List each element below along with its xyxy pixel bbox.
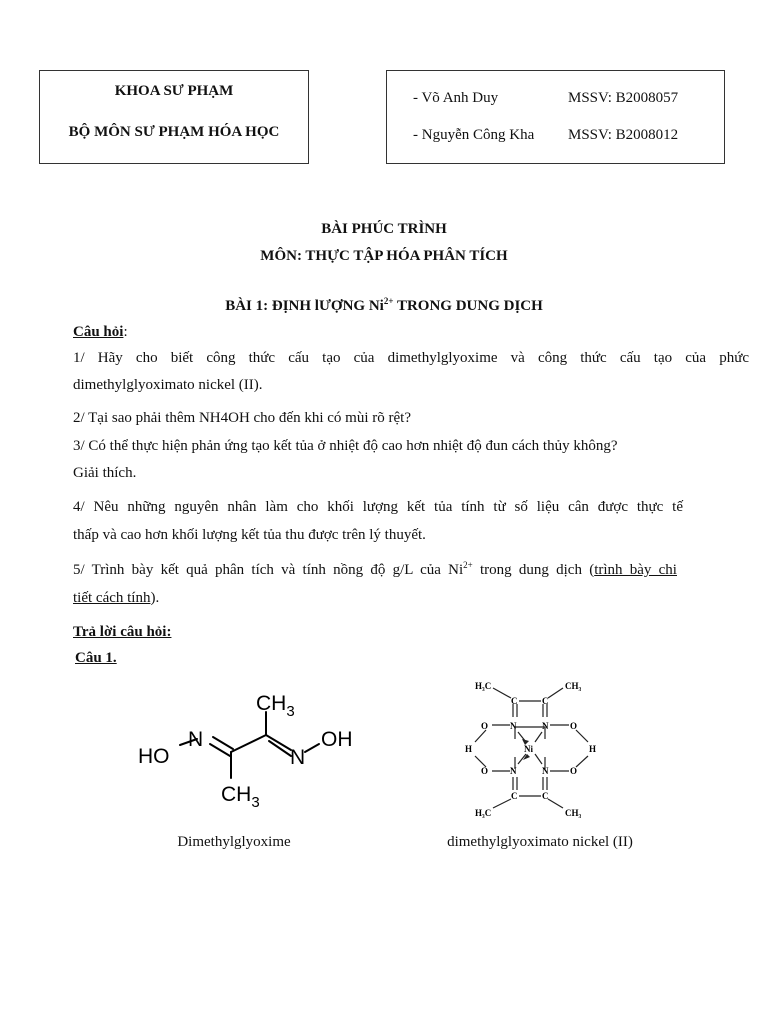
lab-title-text: TRONG DUNG DỊCH bbox=[393, 298, 543, 314]
questions-heading bbox=[73, 319, 749, 346]
course-title: MÔN: THỰC TẬP HÓA PHÂN TÍCH bbox=[260, 248, 508, 264]
q5-text: 5/ Trình bày kết quả phân tích và tính nồng độ g/L của Ni bbox=[73, 562, 464, 578]
answer-1-heading bbox=[75, 645, 751, 672]
student-name: - Nguyễn Công Kha bbox=[413, 127, 535, 143]
report-title: BÀI PHÚC TRÌNH bbox=[321, 221, 447, 237]
oxygen-label: O bbox=[570, 766, 578, 776]
faculty-box bbox=[39, 70, 309, 164]
ch3-label: $CH_3$ bbox=[256, 692, 295, 720]
methyl-label: H₃C bbox=[475, 681, 492, 691]
dimethylglyoxime-structure bbox=[125, 680, 375, 815]
student-id: MSSV: B2008012 bbox=[568, 127, 679, 143]
hydrogen-label: H bbox=[589, 744, 597, 754]
figure-caption-right: dimethylglyoximato nickel (II) bbox=[447, 834, 633, 850]
question-1-line-2: dimethylglyoximato nickel (II). bbox=[73, 377, 263, 393]
nitrogen-label: N bbox=[188, 728, 204, 751]
methyl-label: CH₃ bbox=[565, 808, 582, 818]
question-2: 2/ Tại sao phải thêm NH4OH cho đến khi có mùi rõ rệt? bbox=[73, 410, 411, 426]
heading-colon: : bbox=[123, 324, 128, 340]
nitrogen-label: N bbox=[290, 746, 306, 769]
question-3-line-2: Giải thích. bbox=[73, 465, 137, 481]
students-box bbox=[386, 70, 725, 164]
department-name: BỘ MÔN SƯ PHẠM HÓA HỌC bbox=[68, 124, 280, 140]
student-name: - Võ Anh Duy bbox=[413, 90, 499, 106]
oh-label: OH bbox=[321, 728, 353, 751]
lab-title-text: BÀI 1: ĐỊNH lƯỢNG Ni bbox=[225, 298, 384, 314]
questions-heading-label: Câu hỏi bbox=[73, 324, 124, 340]
nitrogen-label: N bbox=[542, 766, 549, 776]
question-4-line-1: 4/ Nêu những nguyên nhân làm cho khối lượng kết tủa tính từ số liệu cân được thực tế bbox=[73, 499, 683, 515]
nickel-dimethylglyoxime-structure bbox=[455, 676, 615, 821]
carbon-label: C bbox=[542, 696, 549, 706]
lab-title bbox=[0, 298, 768, 315]
question-3-line-1: 3/ Có thể thực hiện phản ứng tạo kết tủa ở nhiệt độ cao hơn nhiệt độ đun cách thủy không? bbox=[73, 438, 618, 454]
faculty-name: KHOA SƯ PHẠM bbox=[114, 83, 234, 99]
question-5-line-2 bbox=[73, 585, 749, 612]
ho-label: HO bbox=[138, 745, 170, 768]
nitrogen-label: N bbox=[510, 766, 517, 776]
oxygen-label: O bbox=[570, 721, 578, 731]
answers-heading: Trả lời câu hỏi: bbox=[73, 624, 172, 640]
question-1-line-1: 1/ Hãy cho biết công thức cấu tạo của dimethylglyoxime và công thức cấu tạo của phức bbox=[73, 350, 749, 366]
hydrogen-label: H bbox=[465, 744, 473, 754]
nickel-label: Ni bbox=[524, 744, 533, 754]
q5-underlined-text: tiết cách tính bbox=[73, 590, 151, 606]
q5-text: ). bbox=[150, 590, 160, 606]
question-5-line-1 bbox=[73, 557, 677, 584]
answer-1-label: Câu 1. bbox=[75, 650, 117, 666]
nitrogen-label: N bbox=[542, 721, 549, 731]
ch3-label: $CH_3$ bbox=[221, 783, 260, 811]
oxygen-label: O bbox=[481, 721, 489, 731]
q5-text: trong dung dịch ( bbox=[472, 562, 595, 578]
carbon-label: C bbox=[511, 791, 518, 801]
question-4-line-2: thấp và cao hơn khối lượng kết tủa thu được trên lý thuyết. bbox=[73, 527, 426, 543]
methyl-label: CH₃ bbox=[565, 681, 582, 691]
nitrogen-label: N bbox=[510, 721, 517, 731]
carbon-label: C bbox=[542, 791, 549, 801]
carbon-label: C bbox=[511, 696, 518, 706]
methyl-label: H₃C bbox=[475, 808, 492, 818]
figure-caption-left: Dimethylglyoxime bbox=[177, 834, 291, 850]
ion-charge: 2+ bbox=[463, 560, 473, 570]
oxygen-label: O bbox=[481, 766, 489, 776]
q5-underlined-text: trình bày chi bbox=[594, 562, 677, 578]
student-id: MSSV: B2008057 bbox=[568, 90, 679, 106]
ion-charge: 2+ bbox=[383, 296, 394, 306]
